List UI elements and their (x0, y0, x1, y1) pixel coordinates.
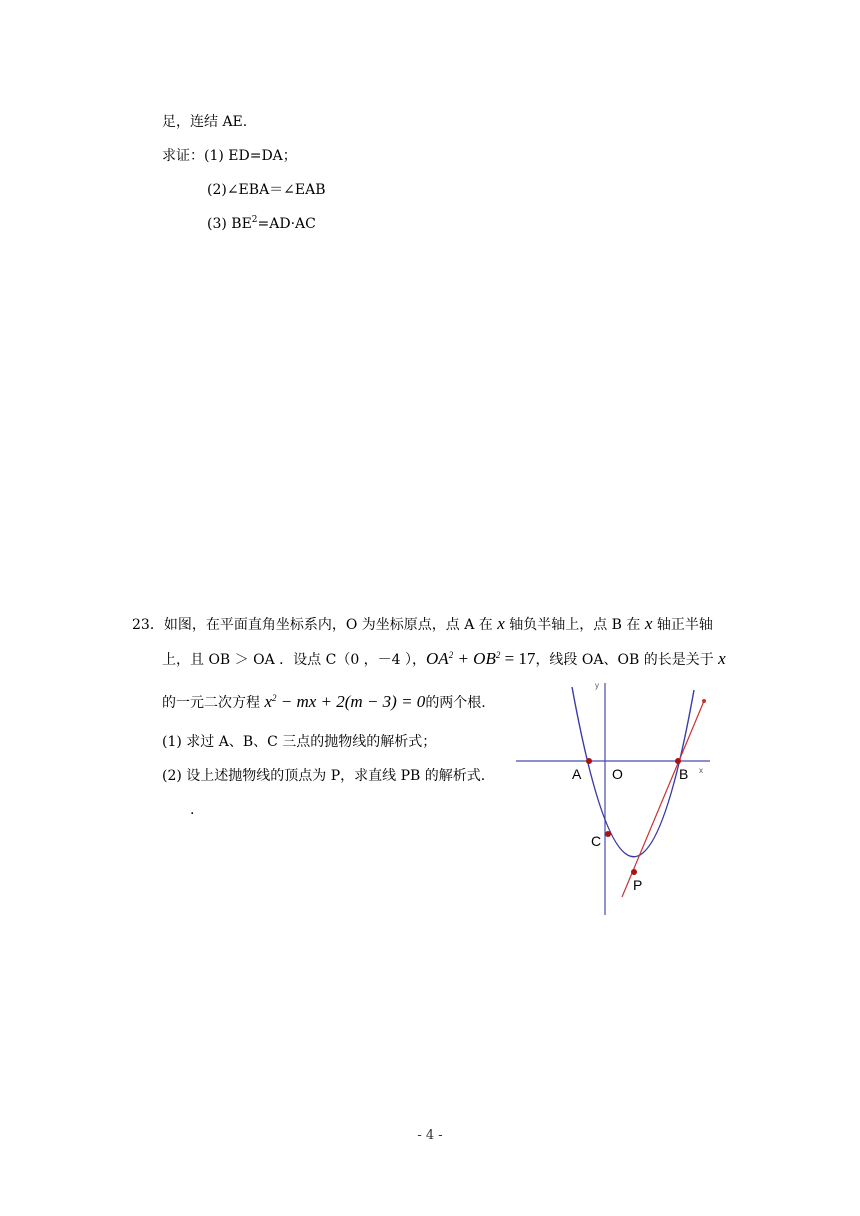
p23-l2-a: 上，且 OB ＞ OA ．设点 C（0 ，－4 ）， (162, 652, 427, 668)
prev-problem-line-2: 求证：(1) ED=DA； (162, 148, 297, 164)
prev-problem-line-3: (2)∠EBA＝∠EAB (207, 182, 326, 198)
problem23-question-1: (1) 求过 A、B、C 三点的抛物线的解析式； (162, 734, 437, 750)
parabola (572, 687, 694, 857)
p23-l1-b: 轴负半轴上，点 B 在 (504, 617, 645, 633)
p23-l3-b: 的两个根. (425, 695, 486, 711)
p23-l2-m3: = 17 (500, 649, 536, 668)
p23-l2-m2: + OB (453, 649, 496, 668)
problem23-dot: . (190, 802, 195, 818)
label-c: C (591, 833, 602, 849)
prev-line4-text-b: =AD·AC (257, 216, 316, 232)
prev-problem-line-4 (207, 214, 316, 234)
problem23-line-2 (162, 649, 726, 670)
p23-l2-m1: OA (426, 649, 449, 668)
label-a: A (572, 766, 582, 782)
label-o: O (612, 766, 623, 782)
line-end-point (702, 699, 706, 703)
p23-l1-c: 轴正半轴 (652, 617, 713, 633)
p23-l3-m1: x (264, 692, 272, 711)
p23-l3-eq: $x^2$ − mx + 2(m − 3) = 0 (264, 692, 426, 711)
p23-l2-x: x (718, 649, 726, 668)
coordinate-figure (514, 675, 714, 920)
p23-l3-m2: − mx + 2(m − 3) = 0 (276, 692, 426, 711)
p23-l2-eq: $OA^2 + OB^2 = 17$ (426, 649, 536, 668)
x-axis-label: x (699, 766, 703, 775)
point-c (605, 831, 611, 837)
label-p: P (633, 877, 643, 893)
prev-line4-text-a: (3) BE (207, 216, 252, 232)
label-b: B (679, 766, 689, 782)
problem23-question-2: (2) 设上述抛物线的顶点为 P，求直线 PB 的解析式. (162, 768, 486, 784)
p23-l1-a: 23．如图，在平面直角坐标系内，O 为坐标原点，点 A 在 (132, 617, 498, 633)
p23-l3-a: 的一元二次方程 (162, 695, 265, 711)
p23-l1-x2: x (644, 614, 653, 633)
point-a (586, 758, 592, 764)
coordinate-figure-svg (514, 675, 714, 920)
p23-l1-x1: x (497, 614, 505, 633)
line-pb (622, 701, 704, 897)
prev-line4-sup: 2 (251, 215, 258, 225)
point-p (631, 869, 637, 875)
p23-l2-b: ，线段 OA、OB 的长是关于 (535, 652, 719, 668)
y-axis-label: y (595, 681, 599, 690)
prev-problem-line-1: 足，连结 AE. (162, 114, 248, 130)
point-b (675, 758, 681, 764)
problem23-line-1 (132, 614, 713, 635)
page-number: - 4 - (417, 1128, 443, 1143)
problem23-line-3 (162, 692, 486, 713)
